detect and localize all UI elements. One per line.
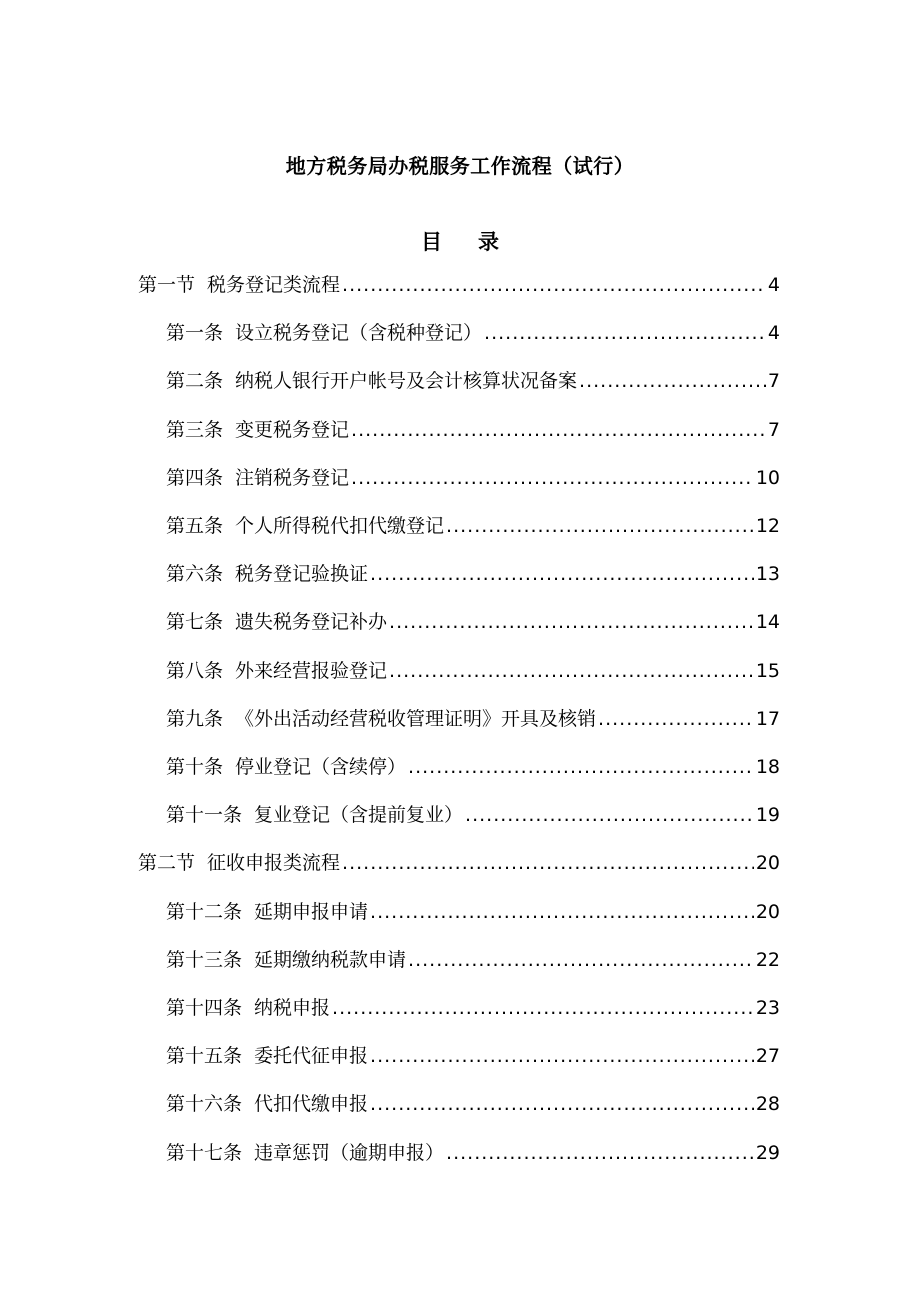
toc-page-number: 28 bbox=[755, 1093, 780, 1116]
toc-page-number: 4 bbox=[767, 274, 780, 296]
toc-page-number: 14 bbox=[755, 611, 780, 634]
toc-entry-title: 纳税申报 bbox=[254, 997, 331, 1019]
toc-page-number: 4 bbox=[767, 322, 780, 345]
toc-entry-title: 税务登记验换证 bbox=[235, 563, 369, 586]
toc-article-row[interactable] bbox=[166, 607, 780, 637]
toc-page-number: 22 bbox=[755, 948, 780, 971]
toc-page-number: 27 bbox=[755, 1045, 780, 1068]
toc-page-number: 12 bbox=[755, 515, 780, 537]
toc-entry-number: 第十五条 bbox=[166, 1045, 243, 1068]
toc-page-number: 20 bbox=[755, 900, 780, 923]
toc-entry-number: 第四条 bbox=[166, 466, 224, 489]
toc-leader-dots bbox=[370, 897, 754, 927]
toc-page-number: 29 bbox=[755, 1141, 780, 1164]
toc-leader-dots bbox=[598, 704, 754, 734]
toc-page-number: 15 bbox=[755, 659, 780, 682]
toc-entry-number: 第二节 bbox=[138, 852, 196, 875]
toc-article-row[interactable] bbox=[166, 511, 780, 541]
toc-entry-number: 第八条 bbox=[166, 659, 224, 682]
toc-entry-title: 注销税务登记 bbox=[235, 466, 350, 489]
toc-leader-dots bbox=[465, 800, 754, 830]
toc-entry-title: 延期申报申请 bbox=[254, 900, 369, 923]
toc-leader-dots bbox=[342, 270, 766, 300]
toc-entry-title: 变更税务登记 bbox=[235, 418, 350, 441]
toc-article-row[interactable] bbox=[166, 752, 780, 782]
toc-article-row[interactable] bbox=[166, 366, 780, 396]
toc-entry-title: 外来经营报验登记 bbox=[235, 659, 388, 682]
toc-entry-number: 第十四条 bbox=[166, 997, 243, 1019]
toc-page-number: 23 bbox=[755, 997, 780, 1019]
toc-entry-number: 第一节 bbox=[138, 274, 196, 296]
toc-entry-number: 第十七条 bbox=[166, 1141, 243, 1164]
toc-article-row[interactable] bbox=[166, 1041, 780, 1071]
toc-entry-title: 停业登记（含续停） bbox=[235, 756, 407, 778]
toc-entry-title: 延期缴纳税款申请 bbox=[254, 948, 407, 971]
toc-entry-title: 违章惩罚（逾期申报） bbox=[254, 1141, 445, 1164]
toc-entry-number: 第十二条 bbox=[166, 900, 243, 923]
toc-entry-title: 个人所得税代扣代缴登记 bbox=[235, 515, 445, 537]
toc-entry-title: 税务登记类流程 bbox=[207, 274, 341, 296]
toc-leader-dots bbox=[342, 848, 754, 878]
toc-article-row[interactable] bbox=[166, 656, 780, 686]
toc-leader-dots bbox=[408, 945, 754, 975]
toc-leader-dots bbox=[370, 1041, 754, 1071]
toc-section-row[interactable] bbox=[138, 848, 780, 878]
toc-article-row[interactable] bbox=[166, 993, 780, 1023]
toc-page-number: 18 bbox=[755, 756, 780, 778]
toc-entry-number: 第十六条 bbox=[166, 1093, 243, 1116]
toc-section-row[interactable] bbox=[138, 270, 780, 300]
toc-entry-title: 委托代征申报 bbox=[254, 1045, 369, 1068]
toc-entry-number: 第十三条 bbox=[166, 948, 243, 971]
toc-entry-number: 第十条 bbox=[166, 756, 224, 778]
toc-entry-number: 第九条 bbox=[166, 707, 224, 730]
toc-article-row[interactable] bbox=[166, 704, 780, 734]
toc-leader-dots bbox=[332, 993, 754, 1023]
toc-page-number: 7 bbox=[767, 370, 780, 393]
toc-entry-title: 设立税务登记（含税种登记） bbox=[235, 322, 483, 345]
toc-article-row[interactable] bbox=[166, 463, 780, 493]
toc-leader-dots bbox=[408, 752, 754, 782]
toc-entry-number: 第一条 bbox=[166, 322, 224, 345]
toc-entry-title: 代扣代缴申报 bbox=[254, 1093, 369, 1116]
toc-entry-title: 复业登记（含提前复业） bbox=[254, 804, 464, 827]
toc-leader-dots bbox=[370, 1089, 754, 1119]
toc-article-row[interactable] bbox=[166, 800, 780, 830]
document-title: 地方税务局办税服务工作流程（试行） bbox=[285, 154, 635, 178]
toc-entry-number: 第二条 bbox=[166, 370, 224, 393]
toc-page-number: 13 bbox=[755, 563, 780, 586]
toc-article-row[interactable] bbox=[166, 1089, 780, 1119]
toc-leader-dots bbox=[579, 366, 766, 396]
toc-page-number: 17 bbox=[755, 707, 780, 730]
toc-entry-title: 遗失税务登记补办 bbox=[235, 611, 388, 634]
toc-leader-dots bbox=[446, 1138, 754, 1168]
toc-leader-dots bbox=[389, 656, 754, 686]
toc-entry-number: 第六条 bbox=[166, 563, 224, 586]
toc-leader-dots bbox=[351, 463, 754, 493]
toc-page-number: 10 bbox=[755, 466, 780, 489]
toc-leader-dots bbox=[351, 415, 766, 445]
toc-article-row[interactable] bbox=[166, 1138, 780, 1168]
toc-article-row[interactable] bbox=[166, 415, 780, 445]
toc-article-row[interactable] bbox=[166, 945, 780, 975]
toc-page-number: 7 bbox=[767, 418, 780, 441]
toc-heading bbox=[0, 226, 920, 256]
toc-entry-number: 第三条 bbox=[166, 418, 224, 441]
toc-leader-dots bbox=[389, 607, 754, 637]
toc-leader-dots bbox=[446, 511, 754, 541]
toc-leader-dots bbox=[484, 318, 766, 348]
toc-leader-dots bbox=[370, 559, 754, 589]
toc-entry-number: 第五条 bbox=[166, 515, 224, 537]
toc-article-row[interactable] bbox=[166, 559, 780, 589]
toc-page-number: 20 bbox=[755, 852, 780, 875]
toc-entry-number: 第十一条 bbox=[166, 804, 243, 827]
toc-entry-title: 《外出活动经营税收管理证明》开具及核销 bbox=[235, 707, 597, 730]
toc-page-number: 19 bbox=[755, 804, 780, 827]
toc-heading-char-2: 录 bbox=[478, 230, 499, 254]
toc-article-row[interactable] bbox=[166, 897, 780, 927]
toc-entry-title: 纳税人银行开户帐号及会计核算状况备案 bbox=[235, 370, 578, 393]
toc-article-row[interactable] bbox=[166, 318, 780, 348]
toc-entry-number: 第七条 bbox=[166, 611, 224, 634]
toc-heading-char-1: 目 bbox=[421, 230, 442, 254]
toc-entry-title: 征收申报类流程 bbox=[207, 852, 341, 875]
